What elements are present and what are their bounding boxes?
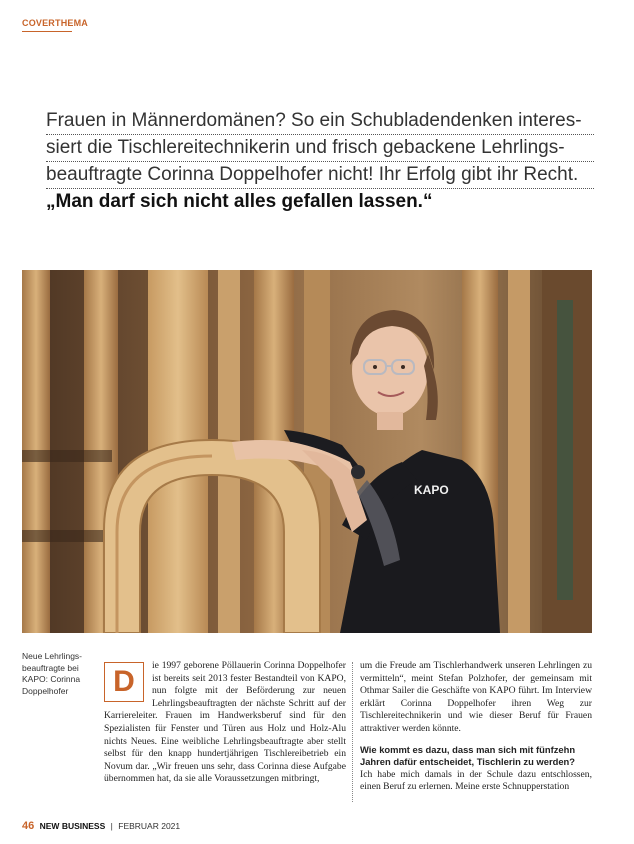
photo-illustration	[22, 270, 592, 633]
shirt-logo: KAPO	[414, 483, 449, 497]
column-divider	[352, 662, 353, 802]
article-column-2	[360, 660, 592, 794]
intro-line: siert die Tischlereitechnikerin und frisch gebackene Lehrlings-	[46, 135, 594, 162]
interview-answer: Ich habe mich damals in der Schule dazu entschlossen, einen Beruf zu erlernen. Meine erste Schnupperstation	[360, 768, 592, 793]
photo-caption: Neue Lehrlings-beauftragte bei KAPO: Corinna Doppelhofer	[22, 651, 83, 696]
section-tag: COVERTHEMA	[22, 18, 72, 32]
interview-question: Wie kommt es dazu, dass man sich mit fünfzehn Jahren dafür entscheidet, Tischlerin zu werden?	[360, 743, 576, 768]
page-number: 46	[22, 820, 35, 832]
article-paragraph: um die Freude am Tischlerhandwerk unseren Lehrlingen zu vermitteln“, meint Stefan Polzhofer, der gemeinsam mit Othmar Sailer die Geschäfte von KAPO führt. Im Interview erklärt Corinna Doppelhofer ihren Weg zur Tischlereitechnikerin und wie dieser Beruf für Frauen attraktiver werden könnte.	[360, 660, 592, 734]
drop-cap: D	[104, 662, 144, 702]
page-footer	[22, 820, 180, 832]
article-headline: „Man darf sich nicht alles gefallen lassen.“	[46, 191, 433, 212]
issue-date: FEBRUAR 2021	[118, 821, 181, 831]
publication-name: NEW BUSINESS	[39, 821, 106, 831]
article-paragraph: ie 1997 geborene Pöllauerin Corinna Doppelhofer ist bereits seit 2013 fester Bestandteil von KAPO, nun folgte mit der Beförderung zur neuen Lehrlingsbeauftragten der nächste Schritt auf der Karriereleiter. Frauen im Handwerksberuf sind für den Spezialisten für Fenster und Türen aus Holz und Holz-Alu nichts Neues. Eine weibliche Lehrlingsbeauftragte aber stellt selbst für den knapp hundertjährigen Tischlereibetrieb ein Novum dar. „Wir freuen uns sehr, dass Corinna diese Aufgabe übernommen hat, da sie alle Voraussetzungen mitbringt,	[104, 660, 346, 785]
intro-text	[46, 108, 594, 189]
footer-separator: |	[110, 821, 113, 831]
cover-photo	[22, 270, 592, 633]
intro-line: beauftragte Corinna Doppelhofer nicht! Ihr Erfolg gibt ihr Recht.	[46, 162, 594, 189]
intro-line: Frauen in Männerdomänen? So ein Schubladendenken interes-	[46, 108, 594, 135]
article-column-1	[104, 660, 346, 786]
